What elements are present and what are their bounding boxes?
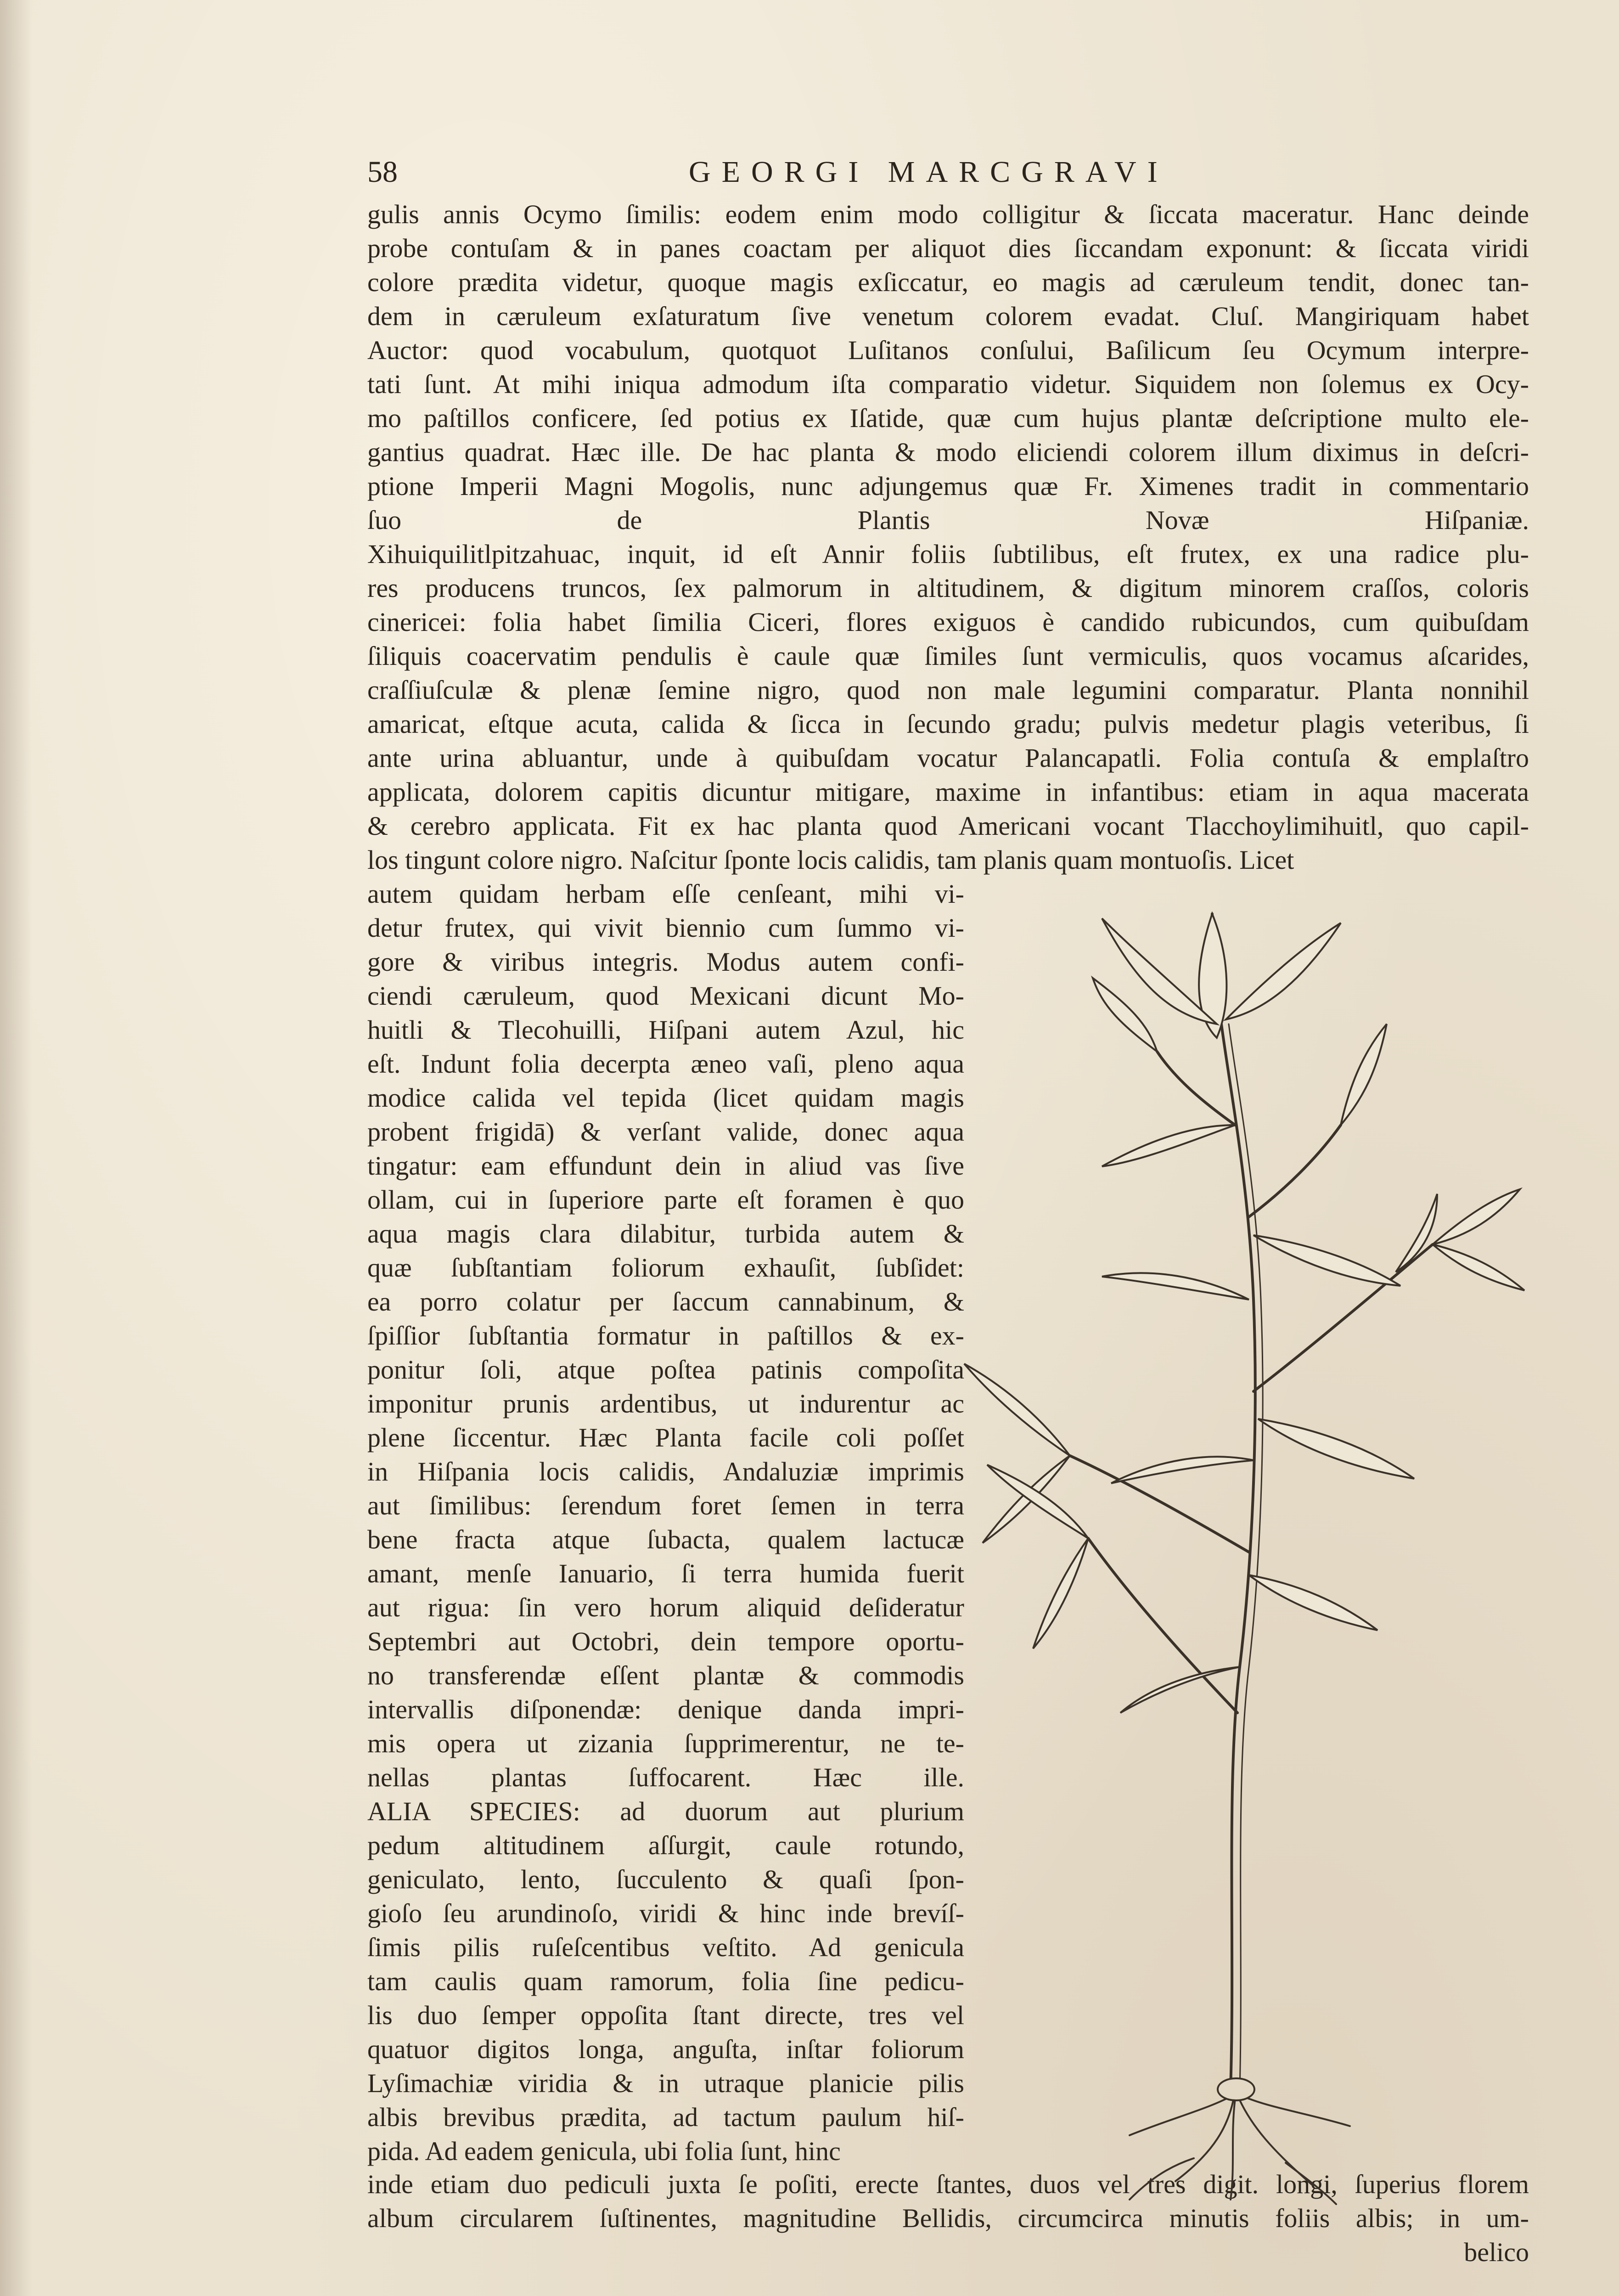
text-line: gore & viribus integris. Modus autem confi- xyxy=(367,947,964,977)
root xyxy=(1231,2099,1235,2200)
text-line: amaricat, eſtque acuta, calida & ſicca in ſecundo gradu; pulvis medetur plagis veteribus, ſi xyxy=(367,709,1529,739)
text-line: in Hiſpania locis calidis, Andaluziæ imprimis xyxy=(367,1457,964,1486)
leaf xyxy=(1111,1457,1254,1483)
text-line: nellas plantas ſuffocarent. Hæc ille. xyxy=(367,1762,964,1792)
text-line: eſt. Indunt folia decerpta æneo vaſi, pleno aqua xyxy=(367,1049,964,1079)
root xyxy=(1237,2094,1350,2126)
text-line: ſiliquis coacervatim pendulis è caule quæ ſimiles ſunt vermiculis, quos vocamus aſcarides, xyxy=(367,641,1529,671)
text-line: dem in cæruleum exſaturatum ſive venetum colorem evadat. Cluſ. Mangiriquam habet xyxy=(367,301,1529,331)
text-line: ſuo de Plantis Novæ Hiſpaniæ. xyxy=(367,505,1529,535)
branch-right-upper xyxy=(1249,1125,1341,1217)
text-line: mo paſtillos conficere, ſed potius ex Iſatide, quæ cum hujus plantæ deſcriptione multo ele- xyxy=(367,403,1529,433)
text-line: pida. Ad eadem genicula, ubi folia ſunt, hinc xyxy=(367,2136,841,2166)
text-line: ALIA SPECIES: ad duorum aut plurium xyxy=(367,1796,964,1826)
narrow-column-paragraphs xyxy=(367,877,964,2168)
branch-left-upper xyxy=(1157,1052,1235,1125)
text-line: no transferendæ eſſent plantæ & commodis xyxy=(367,1660,964,1690)
text-line: los tingunt colore nigro. Naſcitur ſponte locis calidis, tam planis quam montuoſis. Licet xyxy=(367,845,1294,875)
text-line: ſpiſſior ſubſtantia formatur in paſtillos & ex- xyxy=(367,1321,964,1351)
text-line: res producens truncos, ſex palmorum in altitudinem, & digitum minorem craſſos, coloris xyxy=(367,573,1529,603)
text-line: huitli & Tlecohuilli, Hiſpani autem Azul, hic xyxy=(367,1015,964,1045)
leaf xyxy=(1102,1125,1235,1166)
root xyxy=(1175,2089,1235,2181)
text-line: ponitur ſoli, atque poſtea patinis compoſita xyxy=(367,1355,964,1384)
text-line: Xihuiquilitlpitzahuac, inquit, id eſt Annir foliis ſubtilibus, eſt frutex, ex una radice plu- xyxy=(367,539,1529,569)
leaf xyxy=(1396,1194,1437,1272)
leaf xyxy=(1249,1575,1377,1630)
leaf xyxy=(964,1364,1070,1456)
text-line: & cerebro applicata. Fit ex hac planta quod Americani vocant Tlacchoylimihuitl, quo capil- xyxy=(367,811,1529,841)
text-line: intervallis diſponendæ: denique danda impri- xyxy=(367,1694,964,1724)
text-line: autem quidam herbam eſſe cenſeant, mihi vi- xyxy=(367,879,964,909)
leaf xyxy=(1254,1235,1400,1286)
text-line: ptione Imperii Magni Mogolis, nunc adjungemus quæ Fr. Ximenes tradit in commentario xyxy=(367,471,1529,501)
leaf xyxy=(1120,1667,1240,1713)
text-line: aqua magis clara dilabitur, turbida autem & xyxy=(367,1219,964,1249)
running-title: GEORGI MARCGRAVI xyxy=(689,155,1169,189)
binding-gutter-shadow xyxy=(0,0,32,2296)
root-crown xyxy=(1218,2078,1254,2100)
leaf xyxy=(1341,1024,1387,1125)
leaf xyxy=(1093,978,1157,1052)
root xyxy=(1130,2158,1194,2200)
text-line: imponitur prunis ardentibus, ut indurentur ac xyxy=(367,1389,964,1418)
text-line: Lyſimachiæ viridia & in utraque planicie pilis xyxy=(367,2068,964,2098)
catchword: belico xyxy=(1464,2237,1529,2267)
text-line: lis duo ſemper oppoſita ſtant directe, tres vel xyxy=(367,2000,964,2030)
text-line: ante urina abluantur, unde à quibuſdam vocatur Palancapatli. Folia contuſa & emplaſtro xyxy=(367,743,1529,773)
root xyxy=(1235,2089,1313,2186)
text-line: aut ſimilibus: ſerendum foret ſemen in terra xyxy=(367,1491,964,1520)
text-line: applicata, dolorem capitis dicuntur mitigare, maxime in infantibus: etiam in aqua macerata xyxy=(367,777,1529,807)
text-line: tam caulis quam ramorum, folia ſine pedicu- xyxy=(367,1966,964,1996)
text-line: quæ ſubſtantiam foliorum exhauſit, ſubſidet: xyxy=(367,1253,964,1283)
text-line: amant, menſe Ianuario, ſi terra humida fuerit xyxy=(367,1559,964,1588)
text-line: gulis annis Ocymo ſimilis: eodem enim modo colligitur & ſiccata maceratur. Hanc deinde xyxy=(367,199,1529,229)
text-line: aut rigua: ſin vero horum aliquid deſideratur xyxy=(367,1593,964,1622)
catchword-block xyxy=(367,2235,1529,2269)
text-line: pedum altitudinem aſſurgit, caule rotundo, xyxy=(367,1830,964,1860)
text-line: probent frigidā) & verſant valide, donec aqua xyxy=(367,1117,964,1147)
leaf xyxy=(1102,1273,1249,1300)
leaf xyxy=(1258,1419,1414,1479)
text-line: cinericei: folia habet ſimilia Ciceri, flores exiguos è candido rubicundos, cum quibuſdam xyxy=(367,607,1529,637)
text-line: albis brevibus prædita, ad tactum paulum hiſ- xyxy=(367,2102,964,2132)
leaf xyxy=(1433,1189,1520,1244)
plant-woodcut-illustration xyxy=(937,886,1534,2209)
full-width-paragraphs xyxy=(367,197,1529,877)
text-line: geniculato, lento, ſucculento & quaſi ſpon- xyxy=(367,1864,964,1894)
page-number: 58 xyxy=(367,155,398,189)
main-stem xyxy=(1212,914,1255,2089)
text-line: quatuor digitos longa, anguſta, inſtar foliorum xyxy=(367,2034,964,2064)
text-line: Septembri aut Octobri, dein tempore oportu- xyxy=(367,1626,964,1656)
text-line: bene fracta atque ſubacta, qualem lactucæ xyxy=(367,1525,964,1554)
text-line: plene ſiccentur. Hæc Planta facile coli poſſet xyxy=(367,1423,964,1452)
text-line: inde etiam duo pediculi juxta ſe poſiti, erecte ſtantes, duos vel tres digit. longi, ſuperius florem xyxy=(367,2169,1529,2199)
text-line: colore prædita videtur, quoque magis exſiccatur, eo magis ad cæruleum tendit, donec tan- xyxy=(367,267,1529,297)
root xyxy=(1130,2094,1235,2135)
leaf xyxy=(1226,923,1341,1019)
text-line: mis opera ut zizania ſupprimerentur, ne te- xyxy=(367,1728,964,1758)
text-line: ea porro colatur per ſaccum cannabinum, & xyxy=(367,1287,964,1317)
text-line: probe contuſam & in panes coactam per aliquot dies ſiccandam exponunt: & ſiccata viridi xyxy=(367,233,1529,263)
text-line: tati ſunt. At mihi iniqua admodum iſta comparatio videtur. Siquidem non ſolemus ex Ocy- xyxy=(367,369,1529,399)
page-header xyxy=(367,152,1529,193)
text-line: album circularem ſuſtinentes, magnitudine Bellidis, circumcirca minutis foliis albis; in um- xyxy=(367,2203,1529,2233)
text-line: ſimis pilis ruſeſcentibus veſtito. Ad genicula xyxy=(367,1932,964,1962)
text-line: gioſo ſeu arundinoſo, viridi & hinc inde brevíſ- xyxy=(367,1898,964,1928)
text-line: ciendi cæruleum, quod Mexicani dicunt Mo- xyxy=(367,981,964,1011)
leaf xyxy=(1033,1538,1088,1649)
text-line: detur frutex, qui vivit biennio cum ſummo vi- xyxy=(367,913,964,943)
text-line: tingatur: eam effundunt dein in aliud vas ſive xyxy=(367,1151,964,1181)
text-line: craſſiuſculæ & plenæ ſemine nigro, quod non male legumini comparatur. Planta nonnihil xyxy=(367,675,1529,705)
text-line: Auctor: quod vocabulum, quotquot Luſitanos conſului, Baſilicum ſeu Ocymum interpre- xyxy=(367,335,1529,365)
leaf xyxy=(1433,1244,1524,1290)
text-line: modice calida vel tepida (licet quidam magis xyxy=(367,1083,964,1113)
text-line: ollam, cui in ſuperiore parte eſt foramen è quo xyxy=(367,1185,964,1215)
text-line: gantius quadrat. Hæc ille. De hac planta & modo eliciendi colorem illum diximus in deſcri- xyxy=(367,437,1529,467)
